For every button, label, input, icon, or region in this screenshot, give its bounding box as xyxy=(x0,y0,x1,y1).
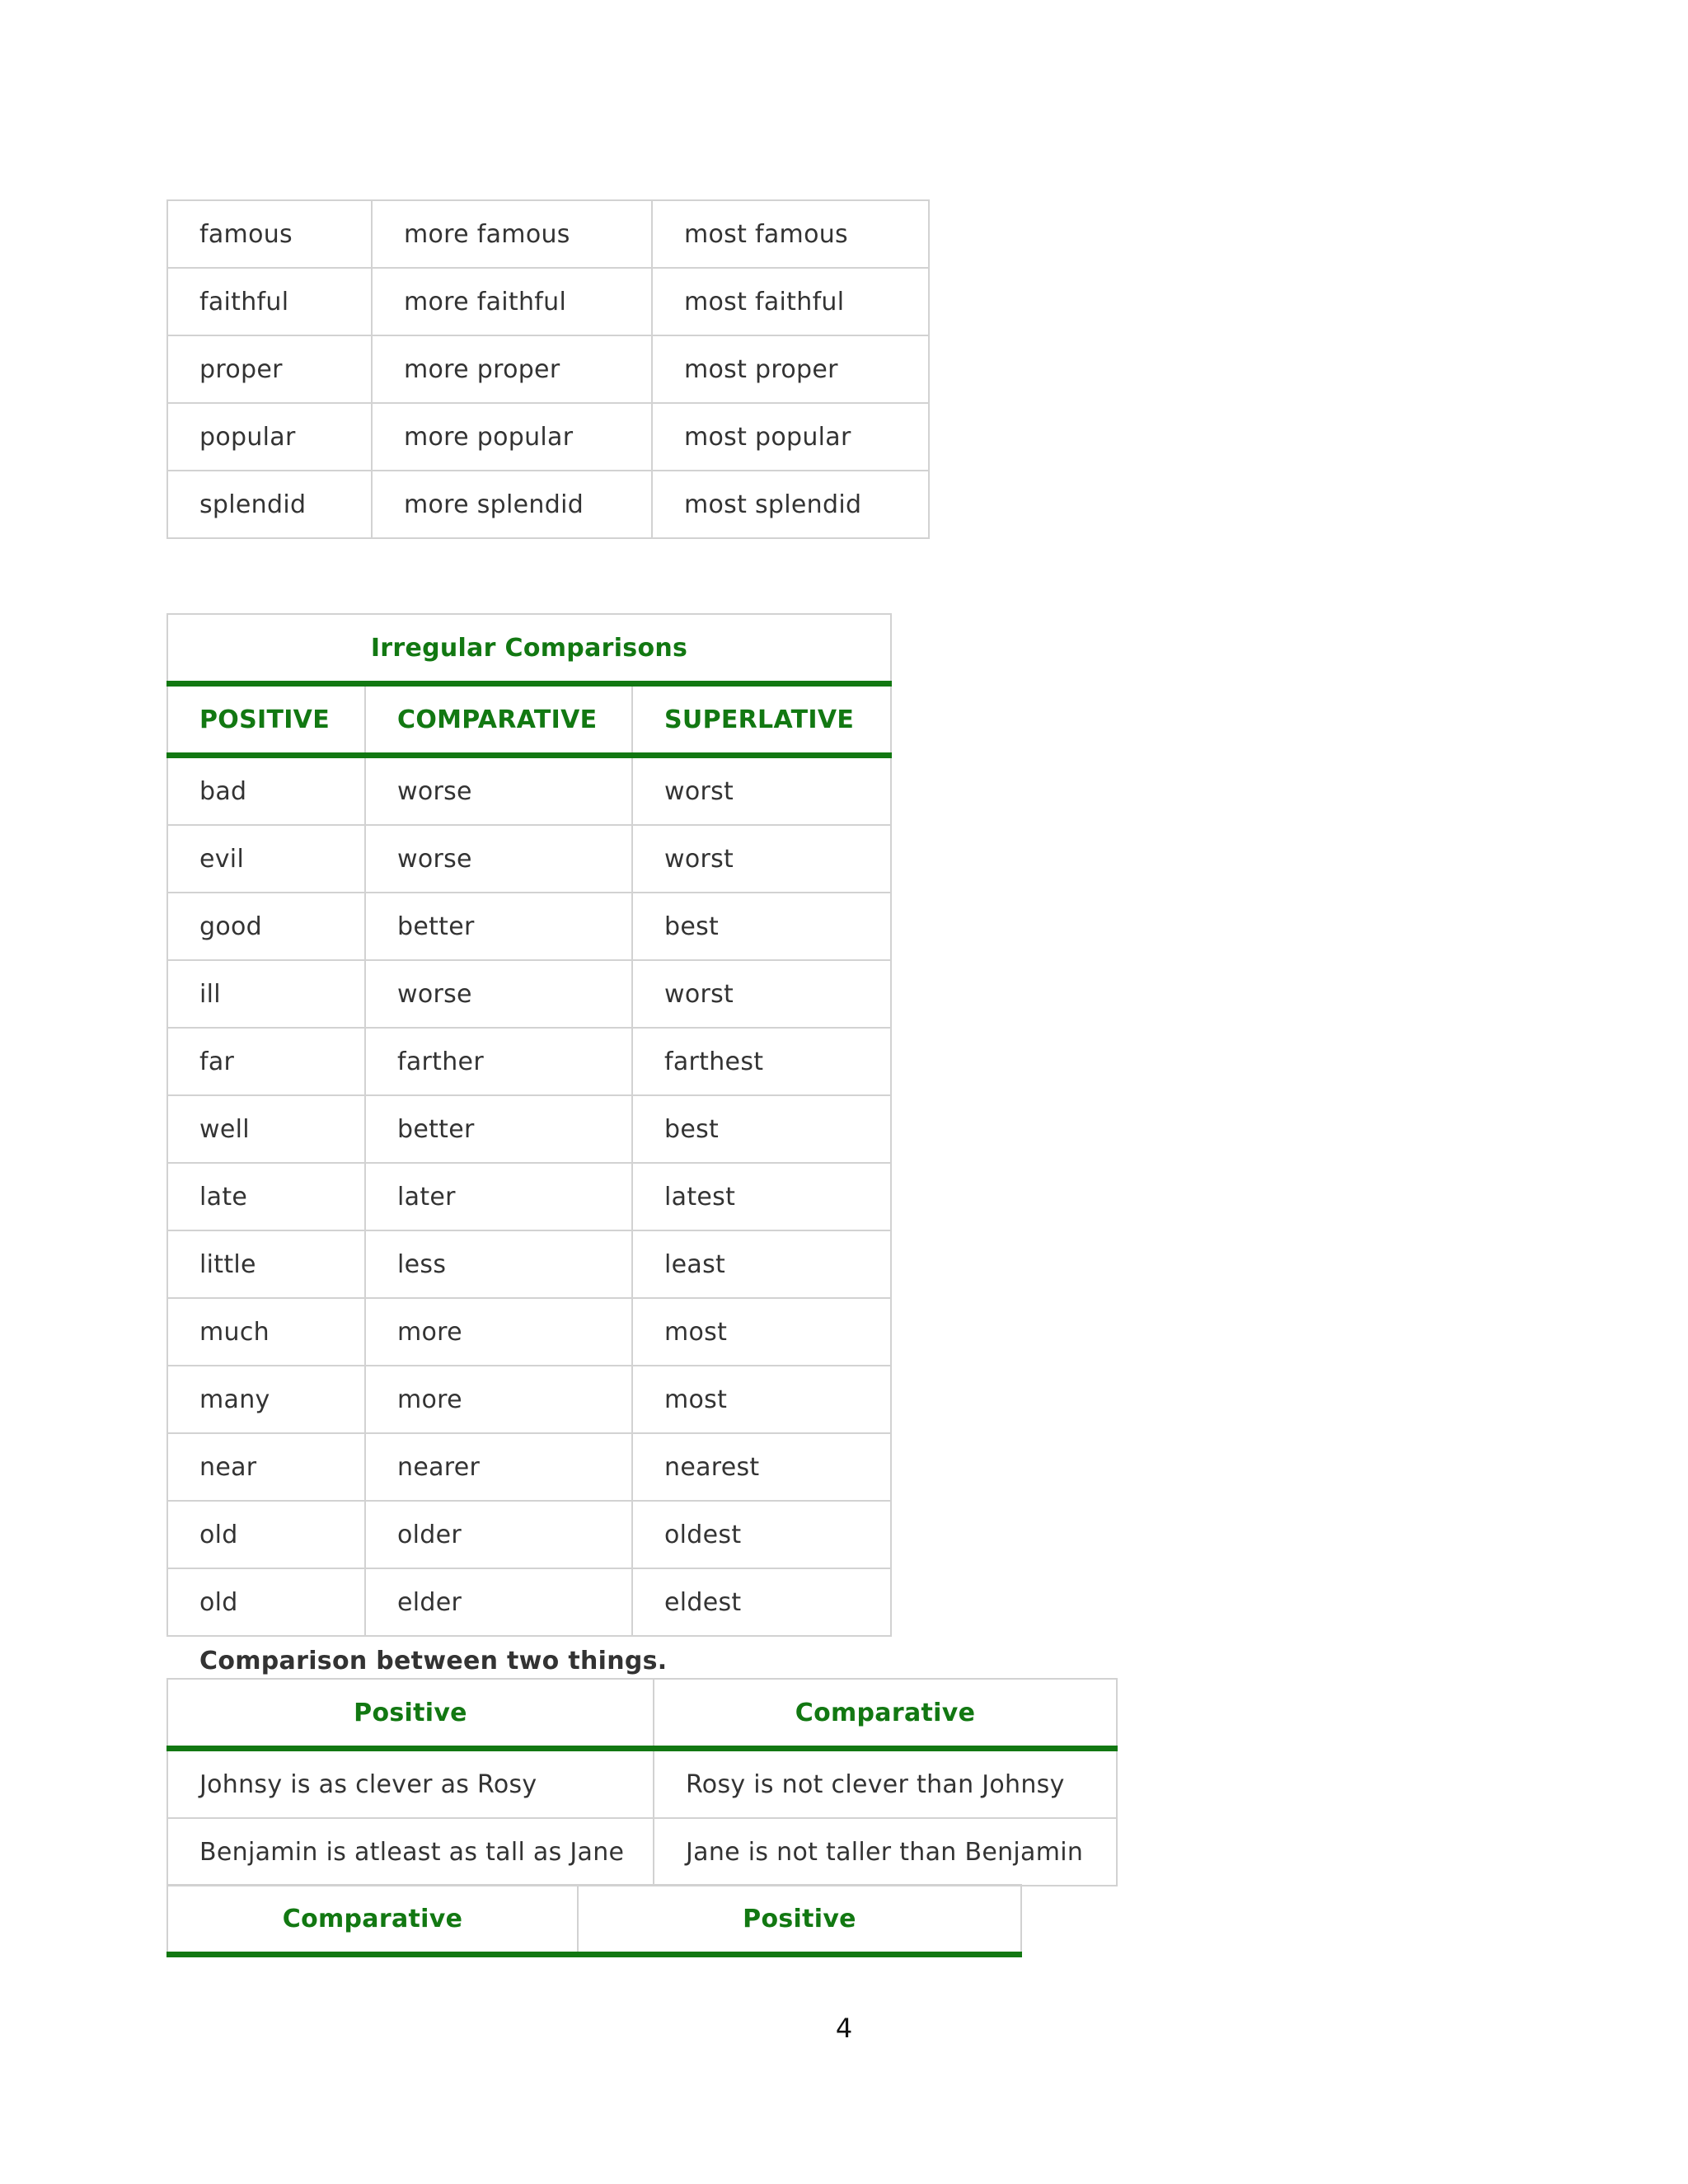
table-row xyxy=(167,825,891,893)
section-heading: Comparison between two things. xyxy=(199,1647,668,1675)
superlative-cell: best xyxy=(632,1095,891,1163)
table-row xyxy=(167,1433,891,1501)
comparative-cell: nearer xyxy=(365,1433,632,1501)
table-row xyxy=(167,1230,891,1298)
page-number: 4 xyxy=(835,2013,853,2044)
superlative-cell: worst xyxy=(632,825,891,893)
superlative-cell: most popular xyxy=(652,403,929,471)
superlative-cell: farthest xyxy=(632,1028,891,1095)
superlative-cell: worst xyxy=(632,756,891,826)
superlative-cell: most famous xyxy=(652,200,929,268)
comparative-cell: better xyxy=(365,893,632,960)
comparative-cell: less xyxy=(365,1230,632,1298)
positive-cell: much xyxy=(167,1298,365,1366)
table-title-row xyxy=(167,614,891,684)
column-header-positive: Positive xyxy=(578,1885,1021,1955)
comparative-cell: later xyxy=(365,1163,632,1230)
positive-sentence-cell: Benjamin is atleast as tall as Jane xyxy=(167,1818,654,1886)
comparative-cell: worse xyxy=(365,825,632,893)
positive-cell: little xyxy=(167,1230,365,1298)
positive-cell: good xyxy=(167,893,365,960)
superlative-cell: eldest xyxy=(632,1568,891,1636)
comparative-sentence-cell: Jane is not taller than Benjamin xyxy=(654,1818,1117,1886)
superlative-cell: least xyxy=(632,1230,891,1298)
column-header-positive: POSITIVE xyxy=(167,684,365,756)
comparative-cell: more proper xyxy=(372,335,652,403)
positive-cell: well xyxy=(167,1095,365,1163)
comparative-sentence-cell: Rosy is not clever than Johnsy xyxy=(654,1749,1117,1819)
comparative-cell: farther xyxy=(365,1028,632,1095)
positive-cell: famous xyxy=(167,200,372,268)
comparative-cell: elder xyxy=(365,1568,632,1636)
comparative-cell: older xyxy=(365,1501,632,1568)
comparative-cell: more popular xyxy=(372,403,652,471)
superlative-cell: most xyxy=(632,1298,891,1366)
column-header-superlative: SUPERLATIVE xyxy=(632,684,891,756)
regular-comparisons-table xyxy=(166,199,930,539)
comparative-cell: more xyxy=(365,1298,632,1366)
positive-cell: many xyxy=(167,1366,365,1433)
table-row xyxy=(167,1366,891,1433)
table-row xyxy=(167,1298,891,1366)
positive-cell: proper xyxy=(167,335,372,403)
positive-cell: ill xyxy=(167,960,365,1028)
superlative-cell: latest xyxy=(632,1163,891,1230)
superlative-cell: most splendid xyxy=(652,471,929,538)
positive-cell: old xyxy=(167,1501,365,1568)
positive-cell: bad xyxy=(167,756,365,826)
superlative-cell: most proper xyxy=(652,335,929,403)
positive-cell: faithful xyxy=(167,268,372,335)
table-row xyxy=(167,893,891,960)
positive-cell: far xyxy=(167,1028,365,1095)
positive-cell: evil xyxy=(167,825,365,893)
table-row xyxy=(167,756,891,826)
table-row xyxy=(167,1568,891,1636)
superlative-cell: worst xyxy=(632,960,891,1028)
table-header-row xyxy=(167,684,891,756)
table-row xyxy=(167,471,929,538)
two-things-comparison-table xyxy=(166,1678,1118,1886)
comparative-positive-table xyxy=(166,1884,1022,1957)
table-row xyxy=(167,1095,891,1163)
table-row xyxy=(167,200,929,268)
positive-cell: popular xyxy=(167,403,372,471)
comparative-cell: more xyxy=(365,1366,632,1433)
table-row xyxy=(167,1818,1117,1886)
table-row xyxy=(167,335,929,403)
column-header-comparative: COMPARATIVE xyxy=(365,684,632,756)
positive-cell: near xyxy=(167,1433,365,1501)
superlative-cell: oldest xyxy=(632,1501,891,1568)
table-row xyxy=(167,1163,891,1230)
table-row xyxy=(167,1501,891,1568)
comparative-cell: more faithful xyxy=(372,268,652,335)
comparative-cell: better xyxy=(365,1095,632,1163)
superlative-cell: most faithful xyxy=(652,268,929,335)
irregular-comparisons-table xyxy=(166,613,892,1637)
comparative-cell: more splendid xyxy=(372,471,652,538)
table-row xyxy=(167,403,929,471)
superlative-cell: most xyxy=(632,1366,891,1433)
table-row xyxy=(167,1028,891,1095)
column-header-positive: Positive xyxy=(167,1679,654,1749)
table-header-row xyxy=(167,1679,1117,1749)
table-header-row xyxy=(167,1885,1021,1955)
comparative-cell: worse xyxy=(365,756,632,826)
table-title: Irregular Comparisons xyxy=(167,614,891,684)
positive-cell: splendid xyxy=(167,471,372,538)
superlative-cell: nearest xyxy=(632,1433,891,1501)
positive-cell: old xyxy=(167,1568,365,1636)
column-header-comparative: Comparative xyxy=(654,1679,1117,1749)
comparative-cell: worse xyxy=(365,960,632,1028)
positive-sentence-cell: Johnsy is as clever as Rosy xyxy=(167,1749,654,1819)
comparative-cell: more famous xyxy=(372,200,652,268)
table-row xyxy=(167,1749,1117,1819)
positive-cell: late xyxy=(167,1163,365,1230)
column-header-comparative: Comparative xyxy=(167,1885,578,1955)
table-row xyxy=(167,268,929,335)
table-row xyxy=(167,960,891,1028)
superlative-cell: best xyxy=(632,893,891,960)
